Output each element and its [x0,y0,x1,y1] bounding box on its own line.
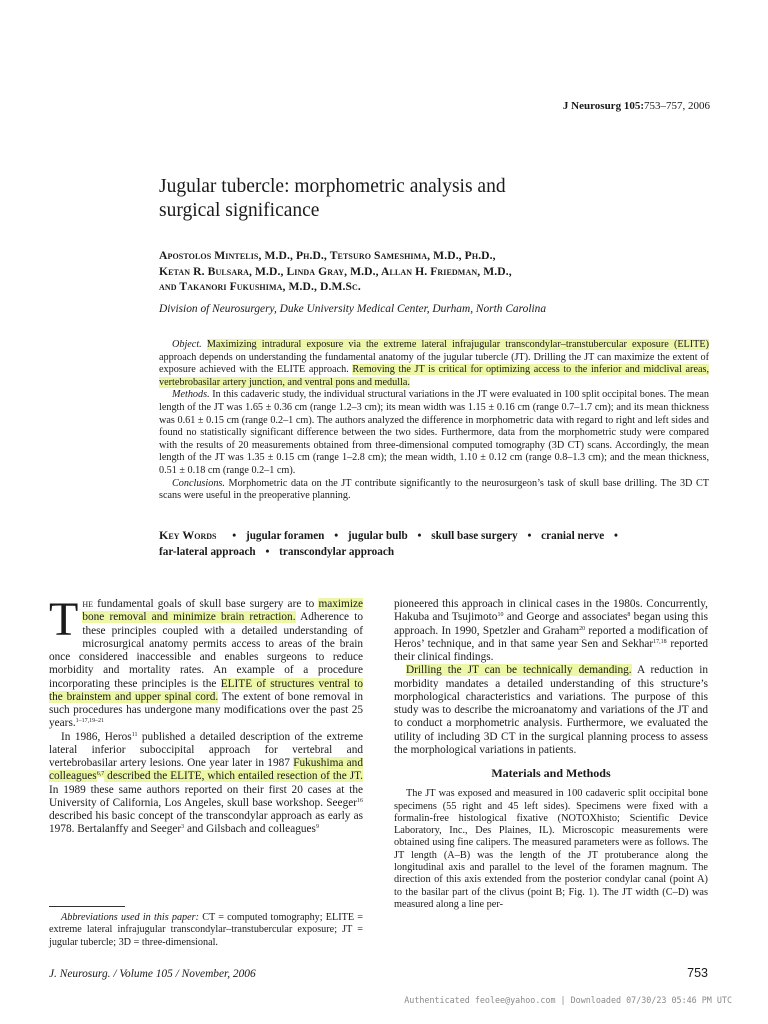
highlight: maximize bone removal and minimize brain retraction. [82,598,363,624]
body-text: The extent of bone removal in such procedures has undergone many modifications over the past 25 years. [49,690,363,730]
smallcaps-lead: he [82,598,93,610]
article-title-line: surgical significance [159,200,320,221]
abstract-methods [159,389,709,477]
citation: 1–17,19–21 [75,718,105,725]
abstract-conclusions-label: Conclusions. [172,477,225,489]
journal-pages: 753–757, 2006 [644,100,710,112]
author-line: and Takanori Fukushima, M.D., D.M.Sc. [159,280,361,293]
citation: 17,18 [653,638,667,645]
body-text: pioneered this approach in clinical cases in the 1980s. Concurrently, Hakuba and Tsujimoto [394,598,708,624]
citation: 3 [181,824,185,831]
body-text: began using this approach. In 1990, Spetzler and Graham [394,611,708,637]
highlight: Fukushima and colleagues [49,757,363,783]
highlight: Removing the JT is critical for optimizing access to the inferior and midclival areas, vertebrobasilar artery junction, and ventral pons and medulla. [159,364,709,388]
body-text: In 1989 these same authors reported on their first 20 cases at the University of California, Los Angeles, skull base workshop. Seeger [49,783,363,809]
keywords [159,527,709,560]
keywords-label: Key Words [159,528,217,542]
journal-name: J Neurosurg [562,100,622,112]
body-text: The JT was exposed and measured in 100 cadaveric split occipital bone specimens (55 right and 45 left sides). Specimens were fixed with a formalin-free histological fixative (NOTOXhisto; Scientific Device Laboratory, Inc., Des Plaines, IL). Microscopic measurements were obtained using fine calipers. The measured parameters were as follows. The JT length (A–B) was the length of the JT protuberance along the longitudinal axis and parallel to the level of the foramen magnum. The direction of this axis extended from the posterior condylar canal (point A) to the basilar part of the clivus (point B; Fig. 1). The JT width (C–D) was measured along a line per- [394,788,708,910]
highlight: Drilling the JT can be technically demanding. [406,664,632,677]
journal-volume: 105: [623,100,644,112]
abstract-text: Morphometric data on the JT contribute significantly to the neurosurgeon’s task of skull base drilling. The 3D CT scans were useful in the preoperative planning. [159,477,709,502]
article-title-line: Jugular tubercle: morphometric analysis and [159,176,506,197]
citation: 9 [315,824,319,831]
body-text: described his basic concept of the transcondylar approach as early as 1978. Bertalanffy and Seeger [49,810,363,836]
keyword: skull base surgery [431,530,518,542]
abstract-conclusions [159,478,709,503]
bullet-separator: • [232,530,237,542]
body-paragraph [394,598,708,664]
author-list [159,248,679,295]
section-heading: Materials and Methods [491,766,611,780]
body-paragraph [49,731,363,837]
bullet-separator: • [614,530,618,542]
footnote-divider [49,906,125,907]
abstract-text: In this cadaveric study, the individual structural variations in the JT were evaluated in 100 split occipital bones. The mean length of the JT was 1.65 ± 0.36 cm (range 1.2–3 cm); its mean width was 1.15 ± 0.16 cm (range 0.7–1.7 cm); and its mean thickness was 0.61 ± 0.15 cm (range 0.2–1 cm). The authors analyzed the difference in morphometric data with regard to right and left sides and found no statistically significant difference between the two sides. Furthermore, data from the morphometric study were compared with the results of 20 measurements obtained from three-dimensional computed tomography (3D CT) scans. Accordingly, the mean length of the JT was 1.35 ± 0.15 cm (range 1–2.8 cm); the mean width, 1.10 ± 0.12 cm (range 0.8–1.3 cm); and the mean thickness, 0.51 ± 0.18 cm (range 0.2–1 cm). [159,389,709,476]
abstract-object [159,339,709,389]
abstract-text: approach depends on understanding the fundamental anatomy of the jugular tubercle (JT). Drilling the JT can maximize the extent of exposure achieved with the ELITE approach. [159,351,709,376]
body-paragraph [49,593,364,731]
citation: 8 [627,612,631,619]
body-text: reported a modification of Heros’ technique, and in that same year Sen and Sekhar [394,624,708,650]
page-number: 753 [687,966,708,980]
authentication-line: Authenticated feolee@yahoo.com | Downloaded 07/30/23 05:46 PM UTC [404,995,732,1005]
footnote-paragraph [49,912,363,949]
keyword: far-lateral approach [159,546,256,558]
body-text: and George and associates [503,611,628,624]
highlight: Maximizing intradural exposure via the extreme lateral infrajugular transcondylar–transtubercular exposure (ELITE) [206,339,710,350]
bullet-separator: • [527,530,532,542]
citation: 16 [357,797,363,804]
keyword: jugular bulb [347,530,408,542]
body-text: reported their clinical findings. [394,637,708,663]
footnote-label: Abbreviations used in this paper: [61,912,200,923]
body-paragraph [394,664,708,757]
body-paragraph [394,788,708,911]
bullet-separator: • [265,546,270,558]
citation: 10 [497,612,504,619]
body-text: Adherence to these principles coupled with a detailed understanding of microsurgical anatomy permits access to areas of the brain once considered inaccessible and enables surgeons to reduce morbidity and mortality rates. An example of a procedure incorporating these principles is the [49,611,364,690]
drop-cap: T [49,593,79,646]
body-text: and Gilsbach and colleagues [184,823,316,836]
body-text: published a detailed description of the extreme lateral inferior suboccipital approach for vertebral and vertebrobasilar artery lesions. One year later in 1987 [49,730,363,769]
body-column-right [394,598,708,911]
citation: 20 [579,625,586,632]
citation: 6,7 [96,771,105,778]
affiliation: Division of Neurosurgery, Duke University Medical Center, Durham, North Carolina [159,303,547,315]
abstract [159,339,709,503]
footnote [49,912,363,949]
author-line: Ketan R. Bulsara, M.D., Linda Gray, M.D., Allan H. Friedman, M.D., [159,264,512,278]
footer-journal: J. Neurosurg. / Volume 105 / November, 2006 [49,968,256,980]
keyword: transcondylar approach [279,546,395,558]
highlight: described the ELITE, which entailed resection of the JT. [104,770,363,783]
body-column-left [49,593,364,837]
body-text: A reduction in morbidity mandates a detailed understanding of this structure’s morphological characteristics and variations. The purpose of this study was to describe the microanatomy and variations of the JT and to conduct a morphometric analysis. Furthermore, we evaluated the utility of including 3D CT in the surgical planning process to assess the morphological variations in patients. [394,664,708,756]
author-line: Apostolos Mintelis, M.D., Ph.D., Tetsuro Sameshima, M.D., Ph.D., [159,249,496,262]
bullet-separator: • [334,530,339,542]
journal-reference [563,100,710,112]
abstract-methods-label: Methods. [172,389,210,401]
bullet-separator: • [417,530,422,542]
body-text: In 1986, Heros [61,730,132,743]
article-title [159,175,619,223]
body-text: fundamental goals of skull base surgery are to [93,598,319,610]
keyword: jugular foramen [245,530,325,542]
keyword: cranial nerve [541,530,605,542]
highlight: ELITE of structures ventral to the brainstem and upper spinal cord. [49,677,363,703]
footnote-text: CT = computed tomography; ELITE = extreme lateral infrajugular transcondylar–transtubercular exposure; JT = jugular tubercle; 3D = three-dimensional. [49,912,363,948]
abstract-object-label: Object. [172,339,202,350]
citation: 11 [131,731,138,738]
